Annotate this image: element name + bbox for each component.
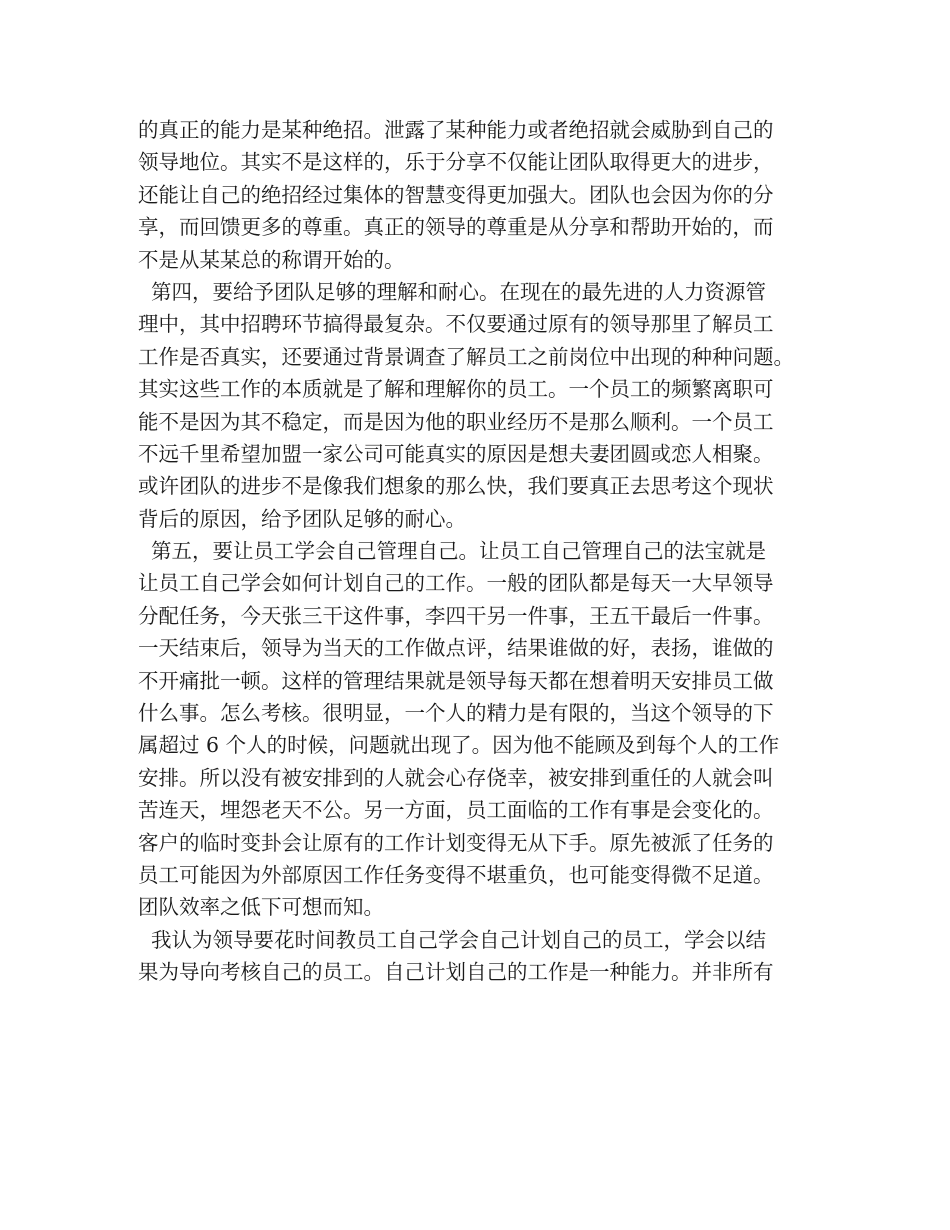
text-line: 第四，要给予团队足够的理解和耐心。在现在的最先进的人力资源管: [138, 279, 767, 304]
text-line: 员工可能因为外部原因工作任务变得不堪重负，也可能变得微不足道。: [138, 862, 774, 887]
text-line: 能不是因为其不稳定，而是因为他的职业经历不是那么顺利。一个员工: [138, 409, 774, 434]
text-line: 属超过 6 个人的时候，问题就出现了。因为他不能顾及到每个人的工作: [138, 733, 780, 758]
text-line: 一天结束后，领导为当天的工作做点评，结果谁做的好，表扬，谁做的: [138, 636, 774, 661]
text-line: 不远千里希望加盟一家公司可能真实的原因是想夫妻团圆或恋人相聚。: [138, 441, 774, 466]
text-line: 其实这些工作的本质就是了解和理解你的员工。一个员工的频繁离职可: [138, 377, 774, 402]
text-line: 果为导向考核自己的员工。自己计划自己的工作是一种能力。并非所有: [138, 960, 774, 985]
text-line: 理中，其中招聘环节搞得最复杂。不仅要通过原有的领导那里了解员工: [138, 312, 774, 337]
body-text: [138, 114, 828, 989]
text-line: 安排。所以没有被安排到的人就会心存侥幸，被安排到重任的人就会叫: [138, 765, 774, 790]
text-line: 享，而回馈更多的尊重。真正的领导的尊重是从分享和帮助开始的，而: [138, 215, 774, 240]
text-line: 什么事。怎么考核。很明显，一个人的精力是有限的，当这个领导的下: [138, 701, 774, 726]
text-line: 团队效率之低下可想而知。: [138, 895, 384, 920]
text-line: 或许团队的进步不是像我们想象的那么快，我们要真正去思考这个现状: [138, 474, 774, 499]
text-line: 工作是否真实，还要通过背景调查了解员工之前岗位中出现的种种问题。: [138, 344, 794, 369]
text-line: 苦连天，埋怨老天不公。另一方面，员工面临的工作有事是会变化的。: [138, 798, 774, 823]
text-line: 不开痛批一顿。这样的管理结果就是领导每天都在想着明天安排员工做: [138, 668, 774, 693]
text-line: 还能让自己的绝招经过集体的智慧变得更加强大。团队也会因为你的分: [138, 182, 774, 207]
text-line: 客户的临时变卦会让原有的工作计划变得无从下手。原先被派了任务的: [138, 830, 774, 855]
text-line: 背后的原因，给予团队足够的耐心。: [138, 506, 466, 531]
text-line: 第五，要让员工学会自己管理自己。让员工自己管理自己的法宝就是: [138, 539, 767, 564]
text-line: 让员工自己学会如何计划自己的工作。一般的团队都是每天一大早领导: [138, 571, 774, 596]
text-line: 不是从某某总的称谓开始的。: [138, 247, 405, 272]
text-line: 分配任务，今天张三干这件事，李四干另一件事，王五干最后一件事。: [138, 603, 774, 628]
text-line: 的真正的能力是某种绝招。泄露了某种能力或者绝招就会威胁到自己的: [138, 118, 774, 142]
text-line: 领导地位。其实不是这样的，乐于分享不仅能让团队取得更大的进步，: [138, 150, 774, 175]
text-line: 我认为领导要花时间教员工自己学会自己计划自己的员工，学会以结: [138, 927, 767, 952]
